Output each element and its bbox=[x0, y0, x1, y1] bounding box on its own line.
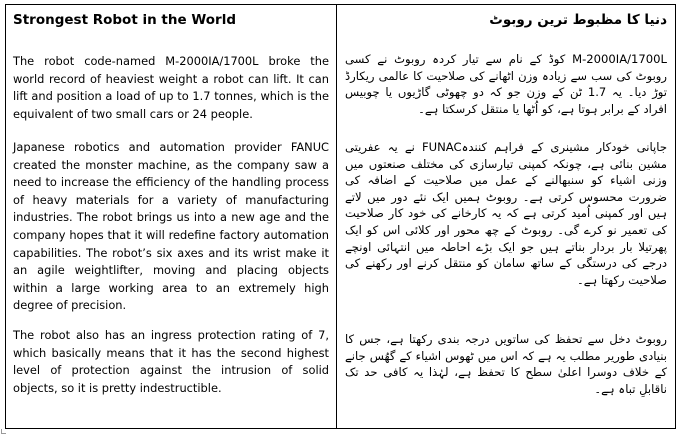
english-title: Strongest Robot in the World bbox=[13, 12, 236, 28]
urdu-paragraph-2: جاپانی خودکار مشینری کے فراہم کنندہFUNAC نے یہ عفریتی مشین بنائی ہے، چونکہ کمپنی تیارسازی کی مختلف صنعتوں میں وزنی اشیاء کو سنبھالنے کے عمل میں صلاحیت کے اضافہ کی ضرورت محسوس کرتی ہے۔ روبوٹ ہمیں ایک نئے دور میں لاتے ہیں اور کمپنی اُمید کرتی ہے کہ یہ کارخانے کی خود کار صلاحیت کی تعمیر نو کرے گی۔ روبوٹ کے چھ محور اور کلائی اس کو ایک پھرتیلا بار بردار بناتے ہیں جو ایک بڑے احاطہ میں انتہائی اونچے درجے کی درستگی کے ساتھ سامان کو منتقل کرنے اور رکھنے کی صلاحیت رکھتا ہے۔ bbox=[345, 140, 667, 287]
english-paragraph-3: The robot also has an ingress protection rating of 7, which basically means that it has the second highest level of protection against the intrusion of solid objects, so it is pretty indestructible. bbox=[13, 328, 329, 395]
english-column bbox=[6, 5, 337, 428]
urdu-column bbox=[337, 5, 675, 428]
page-corner-mark bbox=[1, 429, 6, 434]
urdu-title: دنیا کا مظبوط ترین روبوٹ bbox=[489, 12, 667, 28]
english-paragraph-2: Japanese robotics and automation provider FANUC created the monster machine, as the company saw a need to increase the efficiency of the handling process of heavy materials for a variety of manufacturing industries. The robot brings us into a new age and the company hopes that it will redefine factory automation capabilities. The robot’s six axes and its wrist make it an agile weightlifter, moving and placing objects within a large working area to an extremely high degree of precision. bbox=[13, 140, 329, 313]
urdu-paragraph-3: روبوٹ دخل سے تحفظ کی ساتویں درجہ بندی رکھتا ہے، جس کا بنیادی طوریر مطلب یہ ہے کہ اس میں ٹھوس اشیاء کے گھُس جانے کے خلاف دوسرا اعلیٰ سطح کا تحفظ ہے، لہٰذا یہ کافی حد تک ناقابلِ تباہ ہے۔ bbox=[345, 332, 667, 396]
bilingual-table bbox=[5, 4, 676, 429]
urdu-paragraph-1: M-2000IA/1700L کوڈ کے نام سے تیار کردہ روبوٹ نے کسی روبوٹ کی سب سے زیادہ وزن اٹھانے کی صلاحیت کا عالمی ریکارڈ توڑ دیا۔ یہ 1.7 ٹن کے وزن جو کہ دو چھوٹی گاڑیوں یا چوبیس افراد کے برابر ہوتا ہے، کو اُٹھا یا منتقل کرسکتا ہے۔ bbox=[345, 52, 668, 116]
english-paragraph-1: The robot code-named M-2000IA/1700L broke the world record of heaviest weight a robot can lift. It can lift and position a load of up to 1.7 tonnes, which is the equivalent of two small cars or 24 people. bbox=[13, 54, 329, 121]
